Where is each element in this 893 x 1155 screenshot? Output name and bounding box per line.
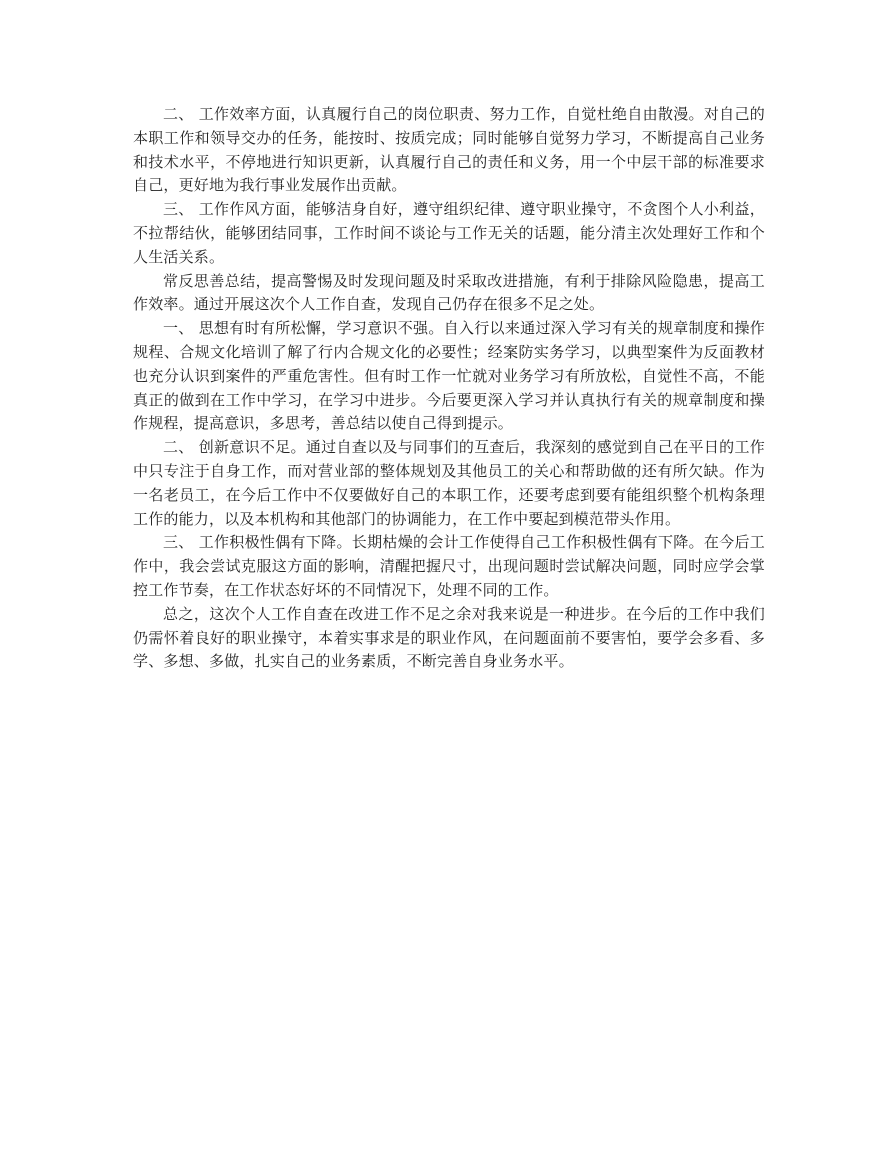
paragraph-reflection: 常反思善总结，提高警惕及时发现问题及时采取改进措施，有利于排除风险隐患，提高工作效率。通过开展这次个人工作自查，发现自己仍存在很多不足之处。: [133, 271, 765, 314]
paragraph-learning: 一、 思想有时有所松懈，学习意识不强。自入行以来通过深入学习有关的规章制度和操作规程、合规文化培训了解了行内合规文化的必要性；经案防实务学习，以典型案件为反面教材也充分认识到案件的严重危害性。但有时工作一忙就对业务学习有所放松，自觉性不高，不能真正的做到在工作中学习，在学习中进步。今后要更深入学习并认真执行有关的规章制度和操作规程，提高意识，多思考，善总结以使自己得到提示。: [133, 319, 765, 433]
paragraph-innovation: 二、 创新意识不足。通过自查以及与同事们的互查后，我深刻的感觉到自己在平日的工作中只专注于自身工作，而对营业部的整体规划及其他员工的关心和帮助做的还有所欠缺。作为一名老员工，在今后工作中不仅要做好自己的本职工作，还要考虑到要有能组织整个机构条理工作的能力，以及本机构和其他部门的协调能力，在工作中要起到模范带头作用。: [133, 438, 765, 528]
document-body: [133, 103, 765, 674]
paragraph-motivation: 三、 工作积极性偶有下降。长期枯燥的会计工作使得自己工作积极性偶有下降。在今后工作中，我会尝试克服这方面的影响，清醒把握尺寸，出现问题时尝试解决问题，同时应学会掌控工作节奏，在工作状态好坏的不同情况下，处理不同的工作。: [133, 533, 765, 599]
paragraph-work-style: 三、 工作作风方面，能够洁身自好，遵守组织纪律、遵守职业操守，不贪图个人小利益，不拉帮结伙，能够团结同事，工作时间不谈论与工作无关的话题，能分清主次处理好工作和个人生活关系。: [133, 200, 765, 266]
paragraph-conclusion: 总之，这次个人工作自查在改进工作不足之余对我来说是一种进步。在今后的工作中我们仍需怀着良好的职业操守，本着实事求是的职业作风，在问题面前不要害怕，要学会多看、多学、多想、多做，扎实自己的业务素质，不断完善自身业务水平。: [133, 604, 765, 671]
paragraph-efficiency: 二、 工作效率方面，认真履行自己的岗位职责、努力工作，自觉杜绝自由散漫。对自己的本职工作和领导交办的任务，能按时、按质完成；同时能够自觉努力学习，不断提高自己业务和技术水平，不停地进行知识更新，认真履行自己的责任和义务，用一个中层干部的标准要求自己，更好地为我行事业发展作出贡献。: [133, 105, 765, 195]
